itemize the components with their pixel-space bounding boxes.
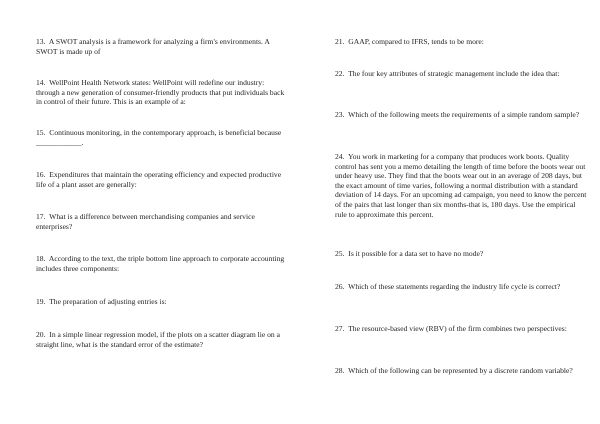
question-text: Which of the following can be represented by a discrete random variable? — [348, 366, 573, 375]
question-23 — [335, 110, 587, 120]
question-15 — [36, 128, 288, 147]
question-text: The resource-based view (RBV) of the firm combines two perspectives: — [348, 324, 567, 333]
question-13 — [36, 37, 288, 56]
question-18 — [36, 254, 288, 273]
question-20 — [36, 330, 288, 349]
question-text: Which of these statements regarding the industry life cycle is correct? — [348, 282, 561, 291]
question-text: GAAP, compared to IFRS, tends to be more: — [348, 37, 484, 46]
question-number: 23. — [335, 110, 345, 119]
question-17 — [36, 212, 288, 231]
question-27 — [335, 324, 587, 334]
question-22 — [335, 69, 587, 79]
question-number: 19. — [36, 297, 46, 306]
question-number: 22. — [335, 69, 345, 78]
question-number: 21. — [335, 37, 345, 46]
question-21 — [335, 37, 587, 47]
question-text: Which of the following meets the requirements of a simple random sample? — [348, 110, 580, 119]
question-24 — [335, 152, 587, 219]
question-number: 20. — [36, 330, 46, 339]
question-25 — [335, 249, 587, 259]
question-14 — [36, 78, 288, 107]
question-text: You work in marketing for a company that produces work boots. Quality control has sent you a memo detailing the length of time before the boots wear out under heavy use. They find that the boots wear out in an average of 208 days, but the exact amount of time varies, following a normal distribution with a standard deviation of 14 days. For an upcoming ad campaign, you need to know the percent of the pairs that last longer than six months-that is, 180 days. Use the empirical rule to approximate this percent. — [335, 152, 587, 219]
question-19 — [36, 297, 288, 307]
question-text: Is it possible for a data set to have no mode? — [348, 249, 484, 258]
question-number: 24. — [335, 152, 345, 161]
question-text: In a simple linear regression model, if the plots on a scatter diagram lie on a straight line, what is the standard error of the estimate? — [36, 330, 280, 349]
question-number: 14. — [36, 78, 46, 87]
question-number: 18. — [36, 254, 46, 263]
question-text: A SWOT analysis is a framework for analyzing a firm's environments. A SWOT is made up of — [36, 37, 270, 56]
question-text: WellPoint Health Network states: WellPoint will redefine our industry: through a new generation of consumer-friendly products that put individuals back in control of their future. This is an example of a: — [36, 78, 285, 107]
question-number: 15. — [36, 128, 46, 137]
question-text: According to the text, the triple bottom line approach to corporate accounting includes three components: — [36, 254, 285, 273]
question-number: 17. — [36, 212, 46, 221]
question-text: Expenditures that maintain the operating efficiency and expected productive life of a plant asset are generally: — [36, 170, 282, 189]
question-16 — [36, 170, 288, 189]
question-text: What is a difference between merchandising companies and service enterprises? — [36, 212, 255, 231]
question-28 — [335, 366, 587, 376]
question-number: 16. — [36, 170, 46, 179]
question-text: Continuous monitoring, in the contemporary approach, is beneficial because ____________. — [36, 128, 282, 147]
question-number: 13. — [36, 37, 46, 46]
question-26 — [335, 282, 587, 292]
question-number: 26. — [335, 282, 345, 291]
question-number: 28. — [335, 366, 345, 375]
question-text: The four key attributes of strategic management include the idea that: — [348, 69, 560, 78]
question-number: 25. — [335, 249, 345, 258]
question-text: The preparation of adjusting entries is: — [49, 297, 167, 306]
question-number: 27. — [335, 324, 345, 333]
